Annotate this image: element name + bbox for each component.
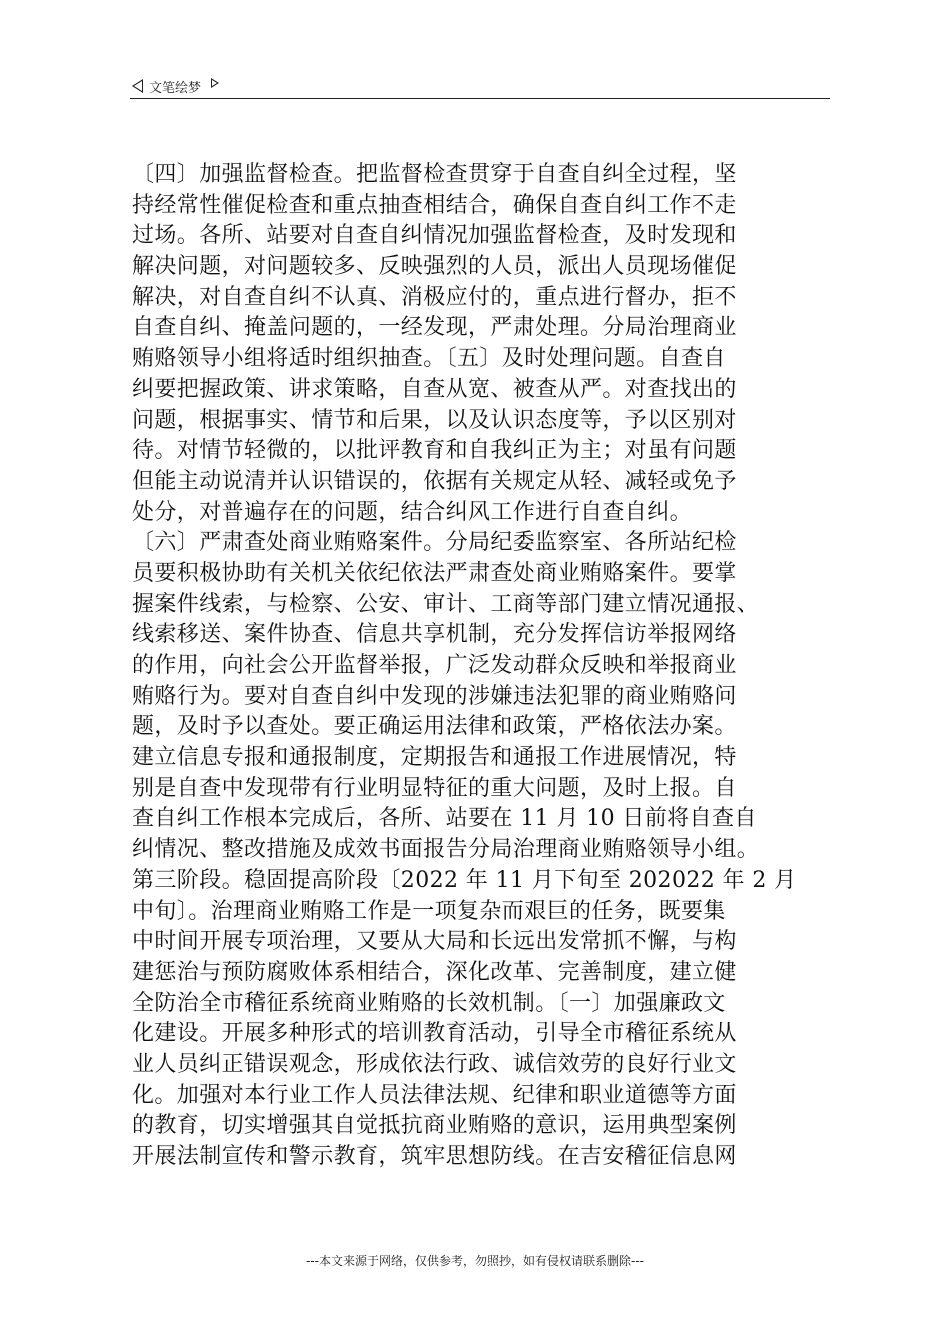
body-text-line: 线索移送、案件协查、信息共享机制，充分发挥信访举报网络 [132,622,737,648]
body-text-line: 的作用，向社会公开监督举报，广泛发动群众反映和举报商业 [132,653,737,678]
body-text-line: 建立信息专报和通报制度，定期报告和通报工作进展情况，特 [132,745,737,771]
body-text-line: 化。加强对本行业工作人员法律法规、纪律和职业道德等方面 [132,1082,737,1108]
body-text-line: 贿赂行为。要对自查自纠中发现的涉嫌违法犯罪的商业贿赂问 [132,683,737,709]
body-text-line: 化建设。开展多种形式的培训教育活动，引导全市稽征系统从 [132,1021,737,1047]
body-text-line: 纠情况、整改措施及成效书面报告分局治理商业贿赂领导小组。 [132,837,760,863]
body-text-line: 建惩治与预防腐败体系相结合，深化改革、完善制度，建立健 [132,959,737,985]
document-body [132,160,832,1173]
triangle-left-outline-icon [132,79,143,93]
page-footer: ---本文来源于网络，仅供参考，勿照抄，如有侵权请联系删除--- [306,1254,644,1268]
body-text-line: 全防治全市稽征系统商业贿赂的长效机制。〔一〕加强廉政文 [132,990,726,1016]
body-text-line: 解决，对自查自纠不认真、消极应付的，重点进行督办，拒不 [132,284,737,310]
body-text-line: 的教育，切实增强其自觉抵抗商业贿赂的意识，运用典型案例 [132,1113,737,1139]
body-text-line: 题，及时予以查处。要正确运用法律和政策，严格依法办案。 [132,714,737,740]
body-text-line: 处分，对普遍存在的问题，结合纠风工作进行自查自纠。 [132,499,693,525]
body-text-line: 中旬〕。治理商业贿赂工作是一项复杂而艰巨的任务，既要集 [132,898,726,924]
body-text-line: 业人员纠正错误观念，形成依法行政、诚信效劳的良好行业文 [132,1051,737,1077]
triangle-right-outline-icon [211,78,219,88]
body-text-line: 解决问题，对问题较多、反映强烈的人员，派出人员现场催促 [132,254,737,280]
body-text-line: 握案件线索，与检察、公安、审计、工商等部门建立情况通报、 [132,591,760,617]
body-text-line: 〔四〕加强监督检查。把监督检查贯穿于自查自纠全过程，坚 [132,162,737,187]
header-brand: 文笔绘梦 [149,80,202,96]
body-text-line: 纠要把握政策、讲求策略，自查从宽、被查从严。对查找出的 [132,376,737,402]
body-text-line: 但能主动说清并认识错误的，依据有关规定从轻、减轻或免予 [132,468,737,494]
body-text-line: 中时间开展专项治理，又要从大局和长远出发常抓不懈，与构 [132,929,737,955]
body-text-line: 自查自纠、掩盖问题的，一经发现，严肃处理。分局治理商业 [132,315,737,341]
body-text-line: 贿赂领导小组将适时组织抽查。〔五〕及时处理问题。自查自 [132,346,726,372]
body-text-line: 持经常性催促检查和重点抽查相结合，确保自查自纠工作不走 [132,192,737,218]
body-text-line: 问题，根据事实、情节和后果，以及认识态度等，予以区别对 [132,407,737,433]
body-text-line: 待。对情节轻微的，以批评教育和自我纠正为主；对虽有问题 [132,438,737,464]
page-header [132,76,830,96]
body-text-line: 〔六〕严肃查处商业贿赂案件。分局纪委监察室、各所站纪检 [132,530,737,556]
header-divider [130,98,830,99]
body-text-line: 过场。各所、站要对自查自纠情况加强监督检查，及时发现和 [132,223,737,249]
body-text-line: 开展法制宣传和警示教育，筑牢思想防线。在吉安稽征信息网 [132,1144,737,1169]
body-text-line: 查自纠工作根本完成后，各所、站要在 11 月 10 日前将自查自 [132,806,757,832]
body-text-line: 别是自查中发现带有行业明显特征的重大问题，及时上报。自 [132,775,737,801]
body-text-line: 员要积极协助有关机关依纪依法严肃查处商业贿赂案件。要掌 [132,560,737,586]
body-text-line: 第三阶段。稳固提高阶段〔2022 年 11 月下旬至 202022 年 2 月 [132,867,797,893]
